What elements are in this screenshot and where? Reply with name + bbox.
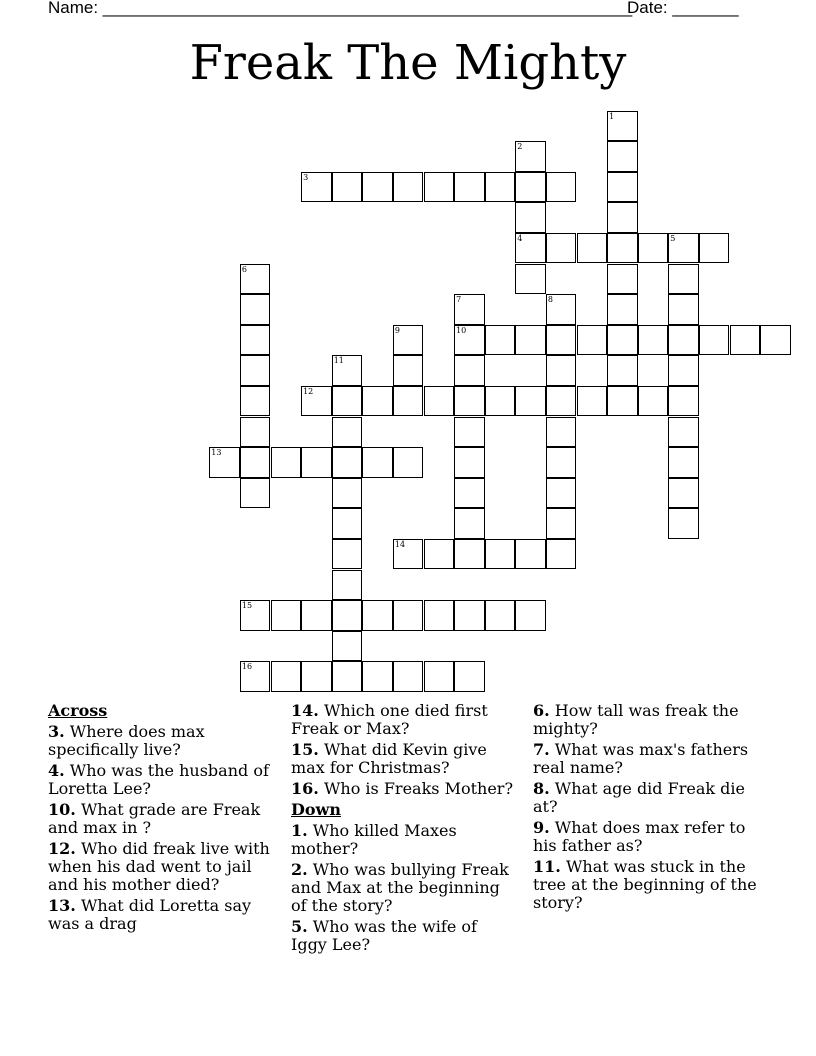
grid-cell[interactable] (454, 294, 485, 325)
grid-cell[interactable] (546, 355, 577, 386)
clue-down-2 (291, 861, 516, 915)
grid-cell[interactable] (607, 294, 638, 325)
clue-across-10 (48, 801, 276, 837)
clue-text: Who was the wife of Iggy Lee? (291, 917, 477, 954)
grid-cell[interactable] (271, 661, 302, 692)
grid-cell[interactable] (332, 478, 363, 509)
grid-cell[interactable] (393, 661, 424, 692)
grid-cell[interactable] (607, 202, 638, 233)
grid-cell[interactable] (607, 264, 638, 295)
grid-cell[interactable] (240, 447, 271, 478)
grid-cell[interactable] (668, 294, 699, 325)
grid-cell[interactable] (332, 600, 363, 631)
grid-cell[interactable] (668, 386, 699, 417)
grid-cell[interactable] (271, 600, 302, 631)
cell-number: 5 (670, 233, 676, 243)
cell-number: 10 (456, 325, 467, 335)
grid-cell[interactable] (393, 386, 424, 417)
grid-cell[interactable] (424, 539, 455, 570)
clue-text: What did Loretta say was a drag (48, 896, 252, 933)
clue-down-7 (533, 741, 768, 777)
clue-down-9 (533, 819, 768, 855)
clue-across-14 (291, 702, 516, 738)
grid-cell[interactable] (393, 600, 424, 631)
grid-cell[interactable] (607, 355, 638, 386)
grid-cell[interactable] (546, 478, 577, 509)
grid-cell[interactable] (546, 539, 577, 570)
clues-column-2 (291, 702, 516, 957)
clue-number: 4. (48, 761, 65, 780)
grid-cell[interactable] (454, 661, 485, 692)
grid-cell[interactable] (760, 325, 791, 356)
grid-cell[interactable] (668, 264, 699, 295)
clue-across-12 (48, 840, 276, 894)
clue-text: Which one died first Freak or Max? (291, 701, 488, 738)
grid-cell[interactable] (607, 141, 638, 172)
grid-cell[interactable] (454, 417, 485, 448)
clue-number: 2. (291, 860, 308, 879)
grid-cell[interactable] (546, 386, 577, 417)
cell-number: 9 (394, 325, 400, 335)
clue-number: 11. (533, 857, 561, 876)
grid-cell[interactable] (332, 355, 363, 386)
cell-number: 14 (394, 539, 406, 549)
clue-number: 14. (291, 701, 319, 720)
clue-text: Where does max specifically live? (48, 722, 205, 759)
grid-cell[interactable] (332, 661, 363, 692)
grid-cell[interactable] (332, 417, 363, 448)
clue-number: 13. (48, 896, 76, 915)
grid-cell[interactable] (240, 325, 271, 356)
grid-cell[interactable] (301, 172, 332, 203)
grid-cell[interactable] (424, 600, 455, 631)
grid-cell[interactable] (332, 172, 363, 203)
grid-cell[interactable] (393, 325, 424, 356)
grid-cell[interactable] (546, 233, 577, 264)
clue-down-8 (533, 780, 768, 816)
grid-cell[interactable] (209, 447, 240, 478)
grid-cell[interactable] (240, 386, 271, 417)
grid-cell[interactable] (424, 661, 455, 692)
grid-cell[interactable] (546, 172, 577, 203)
cell-number: 3 (303, 172, 309, 182)
grid-cell[interactable] (454, 600, 485, 631)
clue-text: What did Kevin give max for Christmas? (291, 740, 487, 777)
grid-cell[interactable] (638, 325, 669, 356)
across-heading: Across (48, 701, 108, 720)
clue-number: 8. (533, 779, 550, 798)
cell-number: 1 (609, 111, 615, 121)
grid-cell[interactable] (332, 508, 363, 539)
clue-number: 1. (291, 821, 308, 840)
grid-cell[interactable] (515, 386, 546, 417)
grid-cell[interactable] (301, 447, 332, 478)
grid-cell[interactable] (546, 508, 577, 539)
clue-text: Who was the husband of Loretta Lee? (48, 761, 269, 798)
grid-cell[interactable] (668, 417, 699, 448)
clue-text: What was stuck in the tree at the beginning of the story? (533, 857, 757, 912)
grid-cell[interactable] (668, 355, 699, 386)
page-title: Freak The Mighty (189, 35, 627, 91)
grid-cell[interactable] (515, 233, 546, 264)
clue-number: 16. (291, 779, 319, 798)
grid-cell[interactable] (668, 447, 699, 478)
grid-cell[interactable] (271, 447, 302, 478)
grid-cell[interactable] (730, 325, 761, 356)
grid-cell[interactable] (332, 570, 363, 601)
clue-text: Who did freak live with when his dad went to jail and his mother died? (48, 839, 270, 894)
cell-number: 12 (303, 386, 314, 396)
clue-across-15 (291, 741, 516, 777)
grid-cell[interactable] (515, 202, 546, 233)
grid-cell[interactable] (240, 600, 271, 631)
clue-number: 6. (533, 701, 550, 720)
clues-column-3 (533, 702, 768, 915)
clue-number: 3. (48, 722, 65, 741)
clue-down-5 (291, 918, 516, 954)
grid-cell[interactable] (454, 508, 485, 539)
grid-cell[interactable] (362, 172, 393, 203)
grid-cell[interactable] (301, 386, 332, 417)
grid-cell[interactable] (485, 172, 516, 203)
grid-cell[interactable] (485, 600, 516, 631)
grid-cell[interactable] (393, 447, 424, 478)
grid-cell[interactable] (424, 386, 455, 417)
grid-cell[interactable] (577, 325, 608, 356)
grid-cell[interactable] (240, 264, 271, 295)
grid-cell[interactable] (515, 264, 546, 295)
grid-cell[interactable] (454, 539, 485, 570)
clue-number: 15. (291, 740, 319, 759)
clue-text: How tall was freak the mighty? (533, 701, 739, 738)
clue-down-6 (533, 702, 768, 738)
cell-number: 4 (517, 233, 523, 243)
grid-cell[interactable] (332, 631, 363, 662)
clue-across-4 (48, 762, 276, 798)
clue-text: Who is Freaks Mother? (323, 779, 514, 798)
grid-cell[interactable] (332, 539, 363, 570)
grid-cell[interactable] (607, 233, 638, 264)
grid-cell[interactable] (240, 355, 271, 386)
grid-cell[interactable] (638, 233, 669, 264)
grid-cell[interactable] (485, 325, 516, 356)
grid-cell[interactable] (485, 386, 516, 417)
cell-number: 6 (241, 264, 247, 274)
clue-across-16 (291, 780, 516, 798)
grid-cell[interactable] (393, 539, 424, 570)
grid-cell[interactable] (301, 600, 332, 631)
grid-cell[interactable] (240, 478, 271, 509)
grid-cell[interactable] (362, 447, 393, 478)
grid-cell[interactable] (393, 172, 424, 203)
grid-cell[interactable] (240, 417, 271, 448)
grid-cell[interactable] (454, 386, 485, 417)
grid-cell[interactable] (454, 325, 485, 356)
clue-text: What grade are Freak and max in ? (48, 800, 261, 837)
grid-cell[interactable] (546, 294, 577, 325)
grid-cell[interactable] (607, 172, 638, 203)
name-field[interactable]: Name: ________________________________________________________ (48, 0, 633, 17)
grid-cell[interactable] (546, 417, 577, 448)
grid-cell[interactable] (240, 294, 271, 325)
grid-cell[interactable] (515, 539, 546, 570)
grid-cell[interactable] (577, 233, 608, 264)
clue-text: Who killed Maxes mother? (291, 821, 457, 858)
clue-number: 5. (291, 917, 308, 936)
clue-number: 10. (48, 800, 76, 819)
clue-across-3 (48, 723, 276, 759)
grid-cell[interactable] (668, 233, 699, 264)
grid-cell[interactable] (546, 325, 577, 356)
grid-cell[interactable] (454, 478, 485, 509)
cell-number: 11 (333, 356, 344, 366)
grid-cell[interactable] (515, 325, 546, 356)
grid-cell[interactable] (668, 478, 699, 509)
grid-cell[interactable] (638, 386, 669, 417)
grid-cell[interactable] (607, 386, 638, 417)
grid-cell[interactable] (546, 447, 577, 478)
down-heading: Down (291, 800, 341, 819)
clues-column-1 (48, 702, 276, 936)
grid-cell[interactable] (454, 172, 485, 203)
clue-text: Who was bullying Freak and Max at the beginning of the story? (291, 860, 509, 915)
grid-cell[interactable] (362, 600, 393, 631)
cell-number: 8 (547, 295, 553, 305)
grid-cell[interactable] (332, 386, 363, 417)
grid-cell[interactable] (454, 355, 485, 386)
clue-text: What was max's fathers real name? (533, 740, 749, 777)
grid-cell[interactable] (485, 539, 516, 570)
grid-cell[interactable] (362, 661, 393, 692)
clue-number: 12. (48, 839, 76, 858)
grid-cell[interactable] (362, 386, 393, 417)
grid-cell[interactable] (699, 233, 730, 264)
grid-cell[interactable] (424, 172, 455, 203)
clue-text: What does max refer to his father as? (533, 818, 746, 855)
grid-cell[interactable] (699, 325, 730, 356)
cell-number: 15 (241, 601, 253, 611)
grid-cell[interactable] (240, 661, 271, 692)
clue-text: What age did Freak die at? (533, 779, 745, 816)
grid-cell[interactable] (668, 508, 699, 539)
grid-cell[interactable] (393, 355, 424, 386)
grid-cell[interactable] (607, 111, 638, 142)
cell-number: 7 (456, 295, 462, 305)
clue-down-11 (533, 858, 768, 912)
cell-number: 2 (517, 142, 523, 152)
clue-number: 7. (533, 740, 550, 759)
cell-number: 16 (241, 662, 253, 672)
grid-cell[interactable] (454, 447, 485, 478)
date-field[interactable]: Date: _______ (627, 0, 739, 17)
grid-cell[interactable] (301, 661, 332, 692)
grid-cell[interactable] (668, 325, 699, 356)
grid-cell[interactable] (515, 172, 546, 203)
grid-cell[interactable] (607, 325, 638, 356)
clue-down-1 (291, 822, 516, 858)
grid-cell[interactable] (515, 141, 546, 172)
clue-across-13 (48, 897, 276, 933)
grid-cell[interactable] (577, 386, 608, 417)
grid-cell[interactable] (515, 600, 546, 631)
cell-number: 13 (211, 448, 222, 458)
grid-cell[interactable] (332, 447, 363, 478)
clue-number: 9. (533, 818, 550, 837)
